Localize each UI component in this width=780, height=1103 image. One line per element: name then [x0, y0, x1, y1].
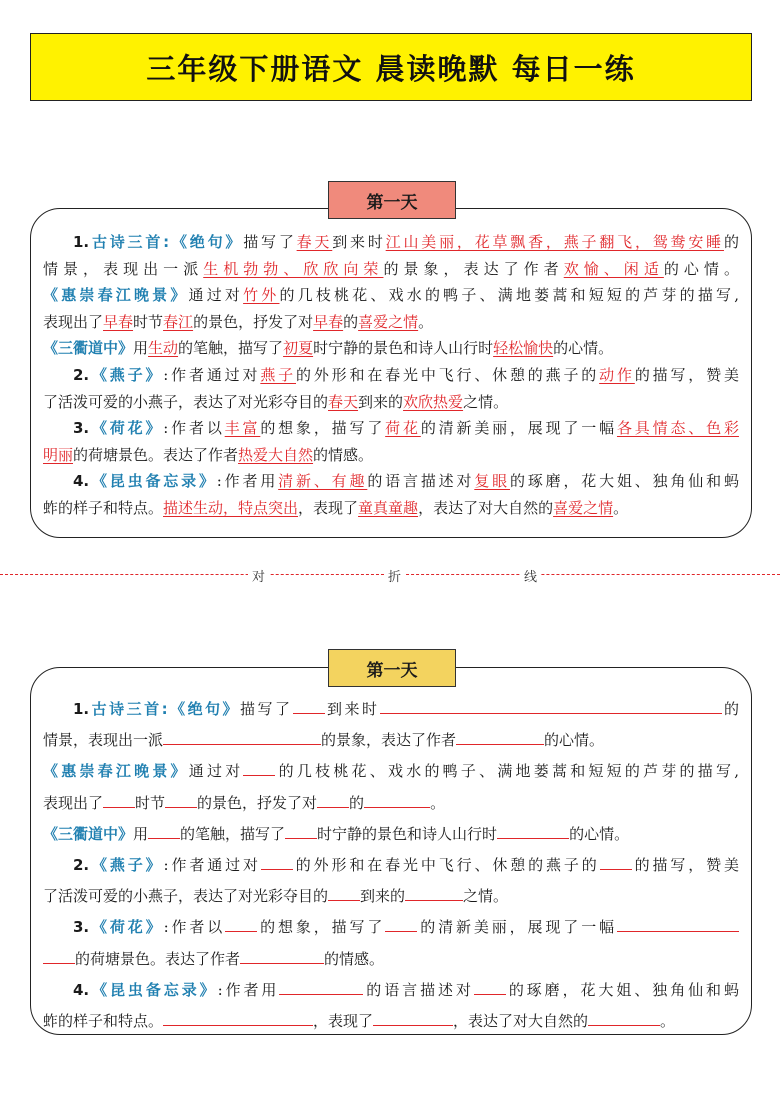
- text: 的景色，抒发了对: [193, 312, 314, 331]
- text: 通过对: [188, 286, 244, 305]
- answer: 春天: [296, 233, 333, 251]
- fold-label: 线: [520, 566, 541, 585]
- answer-line-2: [43, 256, 739, 283]
- text: 表现出了: [43, 793, 104, 812]
- text: 蚱的样子和特点。: [43, 1012, 164, 1031]
- text: 之情。: [463, 392, 509, 411]
- answer-blank[interactable]: [279, 980, 363, 995]
- answer-line-11: [43, 495, 739, 522]
- answer-blank[interactable]: [240, 949, 324, 964]
- text: 的: [723, 233, 739, 251]
- text: 的语言描述对: [367, 472, 475, 491]
- text: :作者以: [163, 419, 225, 438]
- item-number: 4.: [73, 980, 90, 999]
- answer-blank[interactable]: [600, 855, 632, 870]
- text: 到来时: [324, 700, 380, 718]
- text: 的外形和在春光中飞行、休憩的燕子的: [292, 856, 600, 875]
- answer-blank[interactable]: [456, 730, 544, 745]
- text: 情景，表现出一派: [43, 259, 204, 278]
- practice-line-4: [43, 788, 739, 819]
- answer: 早春: [103, 312, 134, 331]
- book-title: 《惠崇春江晚景》: [43, 286, 189, 305]
- answer-blank[interactable]: [617, 917, 739, 932]
- text: 的心情。: [544, 731, 605, 750]
- answer: 生机勃勃、欣欣向荣: [203, 259, 384, 278]
- item-number: 3.: [73, 918, 90, 937]
- item-number: 1.: [73, 700, 90, 718]
- answer: 早春: [313, 312, 344, 331]
- text: ，表现了: [313, 1012, 374, 1031]
- item-number: 3.: [73, 419, 90, 438]
- fold-label: 折: [384, 566, 405, 585]
- answer-blank[interactable]: [103, 793, 135, 808]
- text: 的琢磨，花大姐、独角仙和蚂: [505, 980, 739, 999]
- text: 的情感。: [324, 949, 385, 968]
- answer-blank[interactable]: [243, 761, 275, 776]
- answer-blank[interactable]: [497, 824, 569, 839]
- answer-blank[interactable]: [588, 1011, 660, 1026]
- practice-card: [30, 667, 752, 1035]
- text: :作者通过对: [163, 365, 261, 384]
- text: 描写了: [243, 233, 297, 251]
- practice-line-2: [43, 725, 739, 756]
- answer: 荷花: [385, 419, 421, 438]
- answer: 江山美丽，花草飘香，燕子翻飞，鸳鸯安睡: [385, 233, 724, 251]
- text: 的几枝桃花、戏水的鸭子、满地蒌蒿和短短的芦芽的描写,: [279, 286, 739, 305]
- practice-line-10: [43, 975, 739, 1006]
- text: 的外形和在春光中飞行、休憩的燕子的: [296, 365, 600, 384]
- book-title: 《昆虫备忘录》: [89, 980, 218, 999]
- item-number: 4.: [73, 472, 90, 491]
- book-title: 《燕子》: [89, 365, 164, 384]
- answer-blank[interactable]: [385, 917, 417, 932]
- text: 的: [721, 700, 739, 718]
- answer: 热爱大自然: [238, 445, 314, 464]
- answer-blank[interactable]: [405, 886, 463, 901]
- text: 的景色，抒发了对: [197, 793, 318, 812]
- text: :作者以: [163, 918, 226, 937]
- text: ，表达了对大自然的: [453, 1012, 589, 1031]
- text: 之情。: [463, 887, 509, 906]
- text: 。: [430, 793, 446, 812]
- answer: 明丽: [43, 445, 74, 464]
- answer-blank[interactable]: [474, 980, 506, 995]
- item-number: 2.: [73, 365, 90, 384]
- text: 的笔触，描写了: [180, 824, 286, 843]
- text: 。: [613, 498, 629, 517]
- book-title: 《燕子》: [89, 856, 164, 875]
- text: 了活泼可爱的小燕子，表达了对光彩夺目的: [43, 392, 329, 411]
- text: 的几枝桃花、戏水的鸭子、满地蒌蒿和短短的芦芽的描写,: [275, 762, 739, 781]
- item-number: 1.: [73, 233, 90, 251]
- answer-line-3: [43, 282, 739, 309]
- book-title: 《昆虫备忘录》: [89, 472, 217, 491]
- answer: 丰富: [224, 419, 261, 438]
- text: 到来的: [358, 392, 404, 411]
- fold-label: 对: [248, 566, 269, 585]
- text: 情景，表现出一派: [43, 731, 164, 750]
- answer: 欢欣热爱: [403, 392, 464, 411]
- answer-blank[interactable]: [293, 699, 325, 714]
- text: 的描写，赞美: [631, 856, 739, 875]
- answer-blank[interactable]: [317, 793, 349, 808]
- text: 。: [660, 1012, 676, 1031]
- text: :作者用: [216, 472, 279, 491]
- answer-card: [30, 208, 752, 538]
- text: 的荷塘景色。表达了作者: [75, 949, 241, 968]
- text: 的心情。: [663, 259, 739, 278]
- page-title-banner: [30, 33, 752, 101]
- book-title: 《三衢道中》: [43, 339, 134, 358]
- answer: 童真童趣: [358, 498, 419, 517]
- text: 描写了: [240, 700, 293, 718]
- text: 的情感。: [313, 445, 374, 464]
- text: 的心情。: [569, 824, 630, 843]
- answer-blank[interactable]: [225, 917, 257, 932]
- text: 的描写，赞美: [634, 365, 739, 384]
- answer: 喜爱之情: [553, 498, 614, 517]
- book-title: 《三衢道中》: [43, 824, 134, 843]
- day-tab-answers: 第一天: [328, 181, 456, 219]
- answer-blank[interactable]: [163, 1011, 313, 1026]
- practice-line-9: [43, 944, 739, 975]
- answer-blank[interactable]: [163, 730, 321, 745]
- practice-line-6: [43, 850, 739, 881]
- answer-blank[interactable]: [373, 1011, 453, 1026]
- text: ，表现了: [298, 498, 359, 517]
- practice-line-7: [43, 881, 739, 912]
- practice-line-5: [43, 819, 739, 850]
- text: 到来时: [332, 233, 386, 251]
- practice-line-3: [43, 756, 739, 787]
- text: 的清新美丽，展现了一幅: [417, 918, 617, 937]
- book-title: 《荷花》: [89, 419, 164, 438]
- book-title: 《荷花》: [89, 918, 164, 937]
- answer: 竹外: [243, 286, 280, 305]
- answer: 描述生动，特点突出: [163, 498, 299, 517]
- text: 时节: [135, 793, 166, 812]
- answer-blank[interactable]: [261, 855, 293, 870]
- item-number: 2.: [73, 856, 90, 875]
- text: 时节: [133, 312, 164, 331]
- answer: 生动: [148, 339, 179, 358]
- text: 时宁静的景色和诗人山行时: [313, 339, 494, 358]
- text: 的景象，表达了作者: [383, 259, 564, 278]
- text: 蚱的样子和特点。: [43, 498, 164, 517]
- text: 的心情。: [553, 339, 614, 358]
- text: 时宁静的景色和诗人山行时: [317, 824, 498, 843]
- answer: 动作: [599, 365, 635, 384]
- answer: 轻松愉快: [493, 339, 554, 358]
- answer-blank[interactable]: [165, 793, 197, 808]
- book-title: 《惠崇春江晚景》: [43, 762, 189, 781]
- text: 的想象，描写了: [260, 419, 386, 438]
- text: 的琢磨，花大姐、独角仙和蚂: [509, 472, 739, 491]
- text: 用: [133, 339, 149, 358]
- text: 到来的: [360, 887, 406, 906]
- text: 。: [418, 312, 434, 331]
- answer-line-4: [43, 309, 739, 336]
- text: 用: [133, 824, 149, 843]
- answer: 春天: [328, 392, 359, 411]
- answer-line-8: [43, 415, 739, 442]
- answer-line-9: [43, 442, 739, 469]
- answer-blank[interactable]: [148, 824, 180, 839]
- text: 的语言描述对: [363, 980, 474, 999]
- book-title: 古诗三首:《绝句》: [89, 233, 244, 251]
- answer-blank[interactable]: [285, 824, 317, 839]
- day-tab-practice: 第一天: [328, 649, 456, 687]
- page-title: 三年级下册语文 晨读晚默 每日一练: [146, 51, 636, 86]
- answer-line-1: [43, 229, 739, 256]
- text: :作者用: [217, 980, 280, 999]
- text: 的: [349, 793, 365, 812]
- answer-line-5: [43, 335, 739, 362]
- answer: 复眼: [474, 472, 510, 491]
- answer: 欢愉、闲适: [563, 259, 664, 278]
- text: 的: [343, 312, 359, 331]
- text: 的景象，表达了作者: [321, 731, 457, 750]
- answer: 喜爱之情: [358, 312, 419, 331]
- answer-blank[interactable]: [364, 793, 430, 808]
- text: 的清新美丽，展现了一幅: [420, 419, 617, 438]
- answer-blank[interactable]: [43, 949, 75, 964]
- text: ，表达了对大自然的: [418, 498, 554, 517]
- text: 的笔触，描写了: [178, 339, 284, 358]
- answer-blank[interactable]: [328, 886, 360, 901]
- answer-line-7: [43, 389, 739, 416]
- practice-line-11: [43, 1006, 739, 1037]
- answer: 初夏: [283, 339, 314, 358]
- answer: 清新、有趣: [278, 472, 368, 491]
- text: 表现出了: [43, 312, 104, 331]
- answer-blank[interactable]: [380, 699, 722, 714]
- text: 通过对: [188, 762, 244, 781]
- text: 了活泼可爱的小燕子，表达了对光彩夺目的: [43, 887, 329, 906]
- text: 的荷塘景色。表达了作者: [73, 445, 239, 464]
- answer: 各具情态、色彩: [616, 419, 739, 438]
- practice-line-8: [43, 912, 739, 943]
- answer: 燕子: [260, 365, 297, 384]
- practice-line-1: [43, 694, 739, 725]
- text: :作者通过对: [163, 856, 261, 875]
- book-title: 古诗三首:《绝句》: [89, 700, 241, 718]
- answer: 春江: [163, 312, 194, 331]
- answer-line-6: [43, 362, 739, 389]
- answer-line-10: [43, 468, 739, 495]
- text: 的想象，描写了: [257, 918, 386, 937]
